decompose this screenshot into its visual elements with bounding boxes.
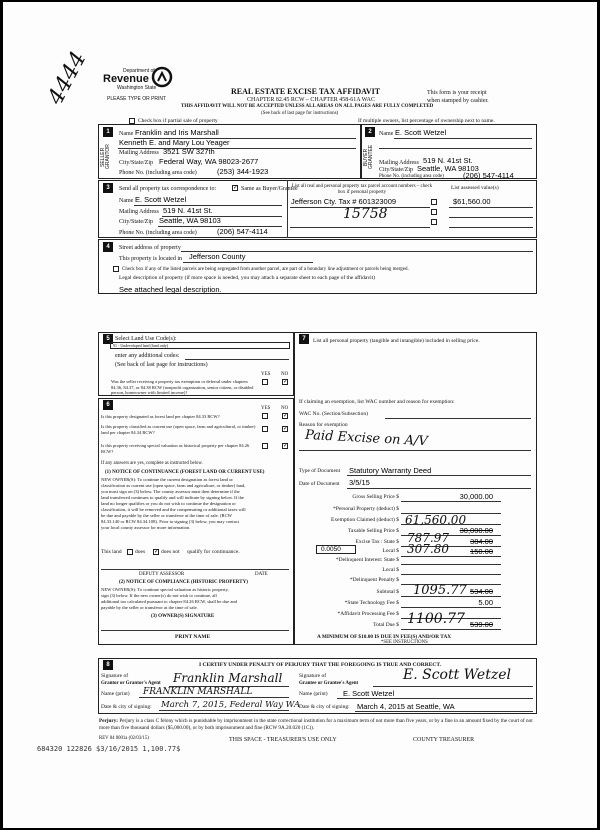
seller-name-2[interactable]: Kenneth E. and Mary Lou Yeager: [119, 138, 230, 147]
total-value[interactable]: 539.00: [470, 620, 493, 629]
corr-phone[interactable]: (206) 547-4114: [217, 227, 268, 236]
form-warning: THIS AFFIDAVIT WILL NOT BE ACCEPTED UNLESS ALL AREAS ON ALL PAGES ARE FULLY COMPLETED: [181, 104, 434, 109]
reason-handwritten: Paid Excise on A/V: [304, 427, 429, 450]
local-rate-box[interactable]: 0.0050: [316, 545, 356, 554]
buyer-side-label: BUYER GRANTEE: [363, 144, 374, 170]
grantor-sig-label-1: Signature of: [101, 673, 129, 679]
receipt-note-2: when stamped by cashier.: [427, 98, 489, 104]
delinquent-penalty-label: *Delinquent Penalty $: [349, 577, 399, 583]
treasurer-stamp: 684320 122826 $3/16/2015 1,100.77$: [37, 745, 181, 753]
grantee-signature[interactable]: E. Scott Wetzel: [403, 667, 511, 683]
s5-yes-label: YES: [261, 372, 271, 377]
minimum-due-note: A MINIMUM OF $10.00 IS DUE IN FEE(S) AND/OR TAX: [317, 634, 452, 640]
buyer-phone[interactable]: (206) 547-4114: [463, 171, 514, 180]
notice1-line-6: classification, it will be removed and the compensating or additional taxes will: [101, 507, 246, 512]
seller-mailing-label: Mailing Address: [119, 150, 159, 156]
seller-name-label: Name: [119, 131, 134, 137]
partial-sale-label: Check box if partial sale of property: [138, 118, 218, 124]
s6-q2-yes[interactable]: [262, 426, 268, 432]
owner-signature-label: (3) OWNER(S) SIGNATURE: [151, 614, 215, 619]
subtotal-label: Subtotal $: [376, 589, 399, 595]
street-address-label: Street address of property: [119, 245, 181, 251]
deputy-date-label: DATE: [255, 572, 268, 577]
notice2-line-4: payable by the seller or transferor at the time of sale.: [101, 605, 198, 610]
s6-q3: Is this property receiving special valuation as historical property per chapter 84.26 RCW?: [101, 443, 250, 454]
department-logo: [99, 62, 179, 92]
s5-no-label: NO: [281, 372, 289, 377]
doc-date[interactable]: 3/5/15: [349, 478, 370, 487]
logo-line3: Washington State: [117, 85, 157, 91]
rev-number: REV 84 0001a (02/03/15): [99, 736, 149, 741]
notice1-title: (1) NOTICE OF CONTINUANCE (FOREST LAND OR CURRENT USE): [105, 470, 265, 475]
logo-line2: Revenue: [103, 73, 149, 85]
grantee-name-label: Name (print): [299, 691, 328, 697]
notice2-line-1: NEW OWNER(S): To continue special valuation as historic property,: [101, 587, 229, 592]
seller-mailing[interactable]: 3521 SW 327th: [163, 147, 215, 156]
corr-city[interactable]: Seattle, WA 98103: [159, 216, 221, 225]
multiple-owners-note: If multiple owners, list percentage of ownership next to name.: [358, 118, 495, 124]
grantee-name[interactable]: E. Scott Wetzel: [343, 689, 395, 698]
local-label: Local $: [382, 548, 399, 554]
form-instructions: (See back of last page for instructions): [261, 111, 339, 116]
assessed-value-header: List assessed value(s): [451, 185, 499, 191]
excise-handwritten: 787.97: [407, 531, 449, 545]
grantor-name[interactable]: FRANKLIN MARSHALL: [143, 687, 253, 697]
buyer-name[interactable]: E. Scott Wetzel: [395, 128, 447, 137]
s6-yes-label: YES: [261, 406, 271, 411]
buyer-city-label: City/State/Zip: [379, 167, 413, 173]
corr-name-label: Name: [119, 198, 134, 204]
s5-question: Was the seller receiving a property tax exemption or deferral under chapters 84.36, 84.37, or 84.38 RCW (nonprofit organization, senior citizen, or disabled person, homeowner with limited income)?: [111, 379, 254, 395]
perjury-text: Perjury is a class C felony which is punishable by imprisonment in the state correctional institution for a maximum term of not more than five years, or by a fine in an amount fixed by the court of not more than five thousand dollars ($5,000.00), or by both imprisonment and fine (RCW 9A.20.020 (1C)).: [99, 718, 533, 731]
exemption-label: If claiming an exemption, list WAC number and reason for exemption:: [299, 399, 455, 405]
delinquent-interest-label: *Delinquent Interest: State $: [335, 557, 399, 563]
local-value[interactable]: 150.00: [470, 547, 493, 556]
this-land-label: This land: [101, 549, 122, 555]
land-use-label: Select Land Use Code(s):: [115, 336, 177, 342]
s6-if-yes: If any answers are yes, complete as instructed below.: [101, 461, 203, 466]
section-4-number: 4: [103, 242, 113, 252]
seller-city[interactable]: Federal Way, WA 98023-2677: [159, 157, 259, 166]
corr-mailing-label: Mailing Address: [119, 209, 159, 215]
receipt-note: This form is your receipt: [427, 90, 487, 96]
gross-label: Gross Selling Price $: [352, 494, 399, 500]
tech-fee-value[interactable]: 5.00: [478, 598, 493, 607]
excise-state-value[interactable]: 384.00: [470, 537, 493, 546]
grantor-name-label: Name (print): [101, 691, 130, 697]
seller-name[interactable]: Franklin and Iris Marshall: [135, 128, 219, 137]
same-as-buyer-label: Same as Buyer/Grantee: [241, 186, 298, 192]
section-7-number: 7: [299, 334, 309, 344]
tech-fee-label: *State Technology Fee $: [344, 600, 399, 606]
grantee-sig-label-1: Signature of: [299, 673, 327, 679]
taxable-label: Taxable Selling Price $: [347, 528, 399, 534]
notice1-line-5: land no longer qualifies or you do not wish to continue the designation or: [101, 501, 236, 506]
legal-description-label: Legal description of property (if more space is needed, you may attach a separate sheet to each page of the affidavit): [119, 275, 375, 281]
seller-side-label: SELLER GRANTOR: [100, 144, 111, 170]
please-type: PLEASE TYPE OR PRINT: [107, 96, 167, 102]
corr-phone-label: Phone No. (including area code): [119, 230, 197, 236]
segregated-checkbox[interactable]: [113, 266, 119, 272]
section-1-number: 1: [103, 127, 113, 137]
notice1-line-8: 84.33.140 or RCW 84.34.108). Prior to signing (3) below, you may contact: [101, 519, 240, 524]
doc-date-label: Date of Document: [299, 481, 340, 487]
buyer-city[interactable]: Seattle, WA 98103: [417, 164, 479, 173]
notice1-line-9: your local county assessor for more information.: [101, 525, 191, 530]
corr-mailing[interactable]: 519 N. 41st St.: [163, 206, 213, 215]
doc-type[interactable]: Statutory Warranty Deed: [349, 466, 432, 475]
located-in-label: This property is located in: [119, 256, 182, 262]
parcel-handwritten: 15758: [343, 206, 388, 222]
form-title: REAL ESTATE EXCISE TAX AFFIDAVIT: [231, 87, 381, 96]
corr-name[interactable]: E. Scott Wetzel: [135, 195, 187, 204]
buyer-mailing-label: Mailing Address: [379, 160, 419, 166]
doc-type-label: Type of Document: [299, 468, 341, 474]
certify-statement: I CERTIFY UNDER PENALTY OF PERJURY THAT THE FOREGOING IS TRUE AND CORRECT.: [199, 662, 442, 668]
notice2-line-2: sign (3) below. If the new owner(s) do not wish to continue, all: [101, 593, 217, 598]
notice1-line-7: be due and payable by the seller or transferor at the time of sale. (RCW: [101, 513, 233, 518]
gross-value[interactable]: 30,000.00: [459, 492, 493, 501]
grantee-date-label: Date & city of signing:: [299, 704, 350, 710]
does-label: does: [135, 549, 146, 555]
excise-state-label: Excise Tax : State $: [355, 539, 399, 545]
does-not-label: does not: [161, 549, 180, 555]
s5-yes-checkbox[interactable]: [262, 379, 268, 385]
does-not-checkbox[interactable]: ✓: [154, 549, 160, 555]
section-6-number: 6: [103, 400, 113, 410]
affidavit-page: [3, 2, 597, 828]
s6-q1: Is this property designated as forest land per chapter 84.33 RCW?: [101, 414, 220, 419]
parcel-personal-checkbox-1[interactable]: [431, 199, 437, 205]
section-2-number: 2: [365, 127, 375, 137]
local-handwritten: 307.80: [407, 542, 449, 556]
s6-q3-yes[interactable]: [262, 443, 268, 449]
does-checkbox[interactable]: [127, 549, 133, 555]
s6-q2: Is this property classified as current use (open space, farm and agricultural, or timber) land per chapter 84.34 RCW?: [101, 424, 256, 435]
delinquent-local-label: Local $: [382, 567, 399, 573]
county-treasurer: COUNTY TREASURER: [413, 737, 475, 743]
taxable-handwritten: 61,560.00: [405, 513, 467, 527]
see-instructions-note: *SEE INSTRUCTIONS: [381, 640, 428, 645]
treasurer-space: THIS SPACE - TREASURER'S USE ONLY: [229, 737, 337, 743]
personal-property-label: List all personal property (tangible and intangible) included in selling price.: [313, 338, 480, 344]
total-handwritten: 1100.77: [407, 611, 465, 627]
parcel-header: List all real and personal property tax parcel account numbers – check box if personal property: [291, 184, 433, 195]
s6-no-label: NO: [281, 406, 289, 411]
see-back-label: (See back of last page for instructions): [115, 362, 208, 368]
land-use-select[interactable]: 91 - Undeveloped land (land only): [110, 342, 290, 349]
buyer-mailing[interactable]: 519 N. 41st St.: [423, 156, 473, 165]
grantee-sig-label-2: Grantee or Grantee's Agent: [299, 681, 359, 686]
qualify-label: qualify for continuance.: [187, 549, 240, 555]
buyer-phone-label: Phone No. (including area code): [379, 174, 444, 179]
seller-phone-label: Phone No. (including area code): [119, 170, 197, 176]
corr-city-label: City/State/Zip: [119, 219, 153, 225]
parcel-personal-checkbox-3[interactable]: [431, 219, 437, 225]
logo-line1: Department of: [123, 68, 155, 74]
perjury-bold: Perjury:: [99, 718, 119, 724]
personal-property-deduct-label: *Personal Property (deduct) $: [333, 506, 399, 512]
notice1-line-2: classification as current use (open space, farm and agriculture, or timber) land,: [101, 483, 246, 488]
s6-q1-yes[interactable]: [262, 413, 268, 419]
affidavit-fee-label: *Affidavit Processing Fee $: [337, 611, 399, 617]
additional-codes-label: enter any additional codes:: [115, 353, 180, 359]
legal-description[interactable]: See attached legal description.: [119, 285, 222, 294]
seller-city-label: City/State/Zip: [119, 160, 153, 166]
handwritten-number: 4444: [43, 47, 92, 109]
seller-phone[interactable]: (253) 344-1923: [217, 167, 269, 176]
total-label: Total Due $: [373, 622, 399, 628]
assessed-value[interactable]: $61,560.00: [453, 197, 491, 206]
wac-label: WAC No. (Section/Subsection): [299, 411, 368, 417]
grantee-date[interactable]: March 4, 2015 at Seattle, WA: [357, 702, 455, 711]
s5-no-checkbox[interactable]: ✓: [283, 379, 289, 385]
grantor-sig-label-2: Grantor or Grantor's Agent: [101, 681, 161, 686]
s6-q1-no[interactable]: ✓: [283, 413, 289, 419]
notice1-line-1: NEW OWNER(S): To continue the current designation as forest land or: [101, 477, 233, 482]
notice2-title: (2) NOTICE OF COMPLIANCE (HISTORIC PROPERTY): [119, 580, 248, 585]
grantor-signature[interactable]: Franklin Marshall: [173, 671, 283, 685]
parcel-number[interactable]: Jefferson Cty. Tax # 601323009: [291, 197, 397, 206]
taxable-value[interactable]: 30,000.00: [459, 526, 493, 535]
form-chapter: CHAPTER 82.45 RCW – CHAPTER 458-61A WAC: [247, 97, 375, 103]
print-name-label: PRINT NAME: [175, 634, 211, 640]
send-correspondence-label: Send all property tax correspondence to:: [119, 186, 217, 192]
grantor-date[interactable]: March 7, 2015, Federal Way WA: [161, 700, 301, 710]
grantor-date-label: Date & city of signing:: [101, 704, 152, 710]
notice1-line-3: you must sign on (3) below. The county assessor must then determine if the: [101, 489, 240, 494]
section-8-number: 8: [103, 660, 113, 670]
exemption-deduct-label: Exemption Claimed (deduct) $: [331, 517, 399, 523]
revenue-logo-icon: [151, 66, 173, 88]
reason-label: Reason for exemption: [299, 422, 348, 428]
perjury-note: [99, 718, 535, 731]
county[interactable]: Jefferson County: [189, 252, 246, 261]
buyer-name-label: Name: [379, 131, 394, 137]
subtotal-handwritten: 1095.77: [413, 583, 467, 598]
notice1-line-4: land transferred continues to qualify and will indicate by signing below. If the: [101, 495, 244, 500]
subtotal-value[interactable]: 534.00: [470, 587, 493, 596]
s6-q3-no[interactable]: ✓: [283, 443, 289, 449]
section-5-number: 5: [103, 334, 113, 344]
deputy-assessor-label: DEPUTY ASSESSOR: [139, 572, 185, 577]
parcel-personal-checkbox-2[interactable]: [431, 209, 437, 215]
segregated-label: Check box if any of the listed parcels are being segregated from another parcel, are part of a boundary line adjustment or parcels being merged.: [122, 267, 409, 272]
section-3-number: 3: [103, 183, 113, 193]
notice2-line-3: additional tax calculated pursuant to chapter 84.26 RCW, shall be due and: [101, 599, 237, 604]
s6-q2-no[interactable]: ✓: [283, 426, 289, 432]
same-as-buyer-checkbox[interactable]: ✓: [233, 185, 239, 191]
